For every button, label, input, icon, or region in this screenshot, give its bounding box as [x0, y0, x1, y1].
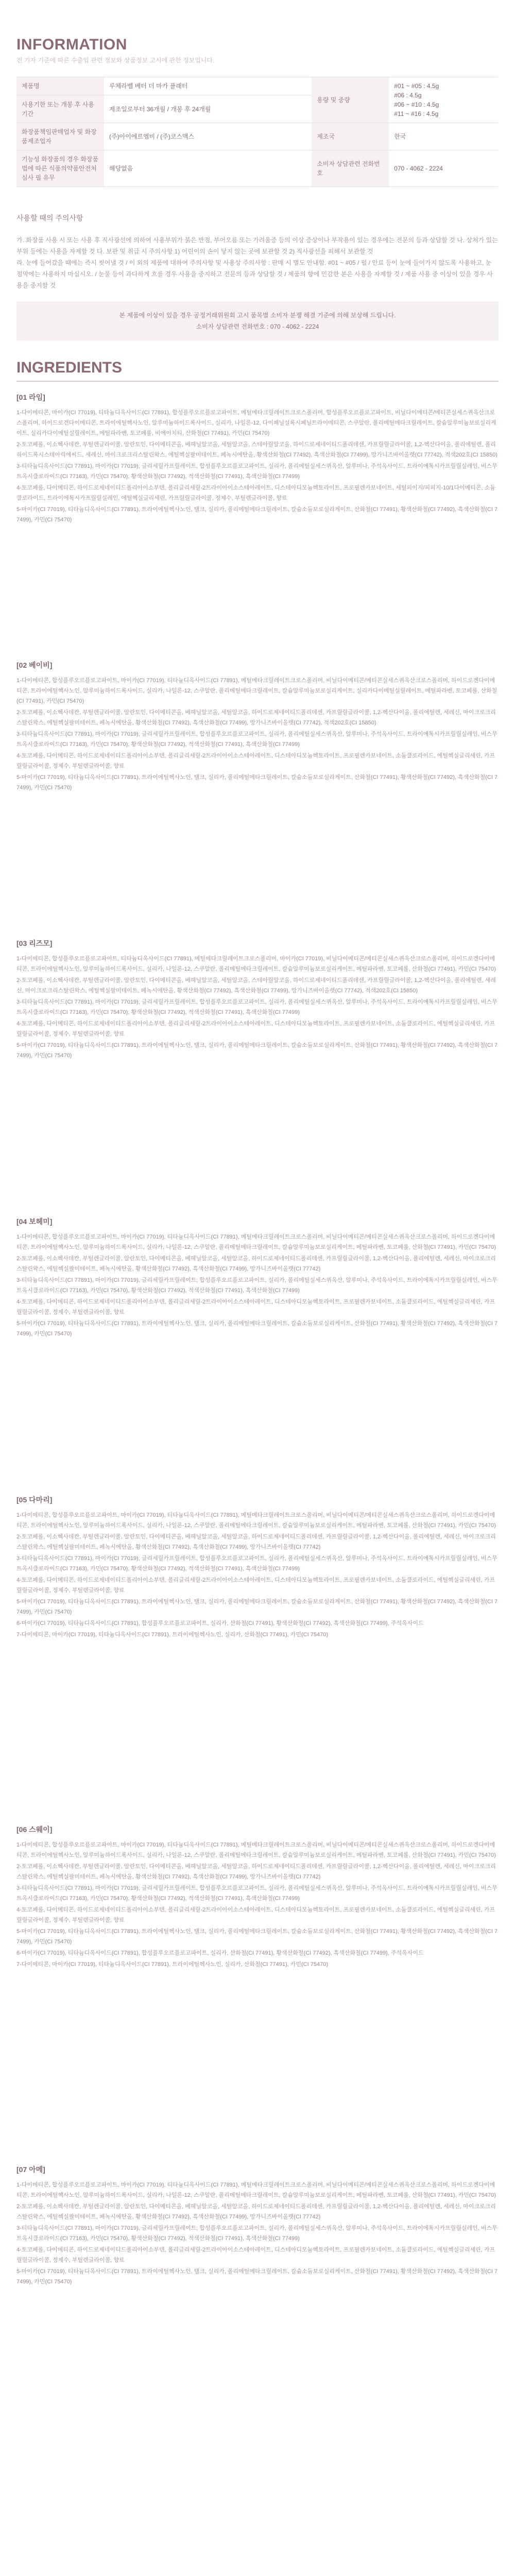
section-items — [16, 2180, 499, 2287]
ingredient-line: 1-다이메티콘, 마이카(CI 77019), 티타늄디옥사이드(CI 77891), 합성플루오르플로고파이트, 메틸메타크릴레이트크로스폴리머, 합성플루오르플로고파이트, 비닐다이메티콘/메티콘실세스퀴옥산크로스폴리머, 하이드로겐다이메티콘, 트라이에틸헥사노인, 알루미늄하이드록사이드, 실리카, 나일론-12, 다이페닐실록시페닐트라이메티콘, 스쿠알란, 폴리메틸메타크릴레이트, 칼슘알루미늄보로실리케이트, 실리카다이메틸실릴레이트, 메틸파라벤, 토코페롤, 비에이치티, 산화철(CI 77491), 카민(CI 75470) — [16, 410, 496, 436]
ingredient-section — [16, 2164, 499, 2288]
ingredient-line: 1-다이메티콘, 합성플루오르플로고파이트, 마이카(CI 77019), 티타늄디옥사이드(CI 77891), 메틸메타크릴레이트크로스폴리머, 비닐다이메티콘/메티콘실세스퀴옥산크로스폴리머, 하이드로겐다이메티콘, 트라이에틸헥사노인, 알루미늄하이드록사이드, 실리카, 나일론-12, 스쿠알란, 폴리메틸메타크릴레이트, 칼슘알루미늄보로실리케이트, 실리카다이메틸실릴레이트, 메틸파라벤, 토코페롤, 산화철(CI 77491), 카민(CI 75470) — [16, 677, 497, 704]
caution-title: 사용할 때의 주의사항 — [16, 214, 83, 222]
ingredient-line: 2-토코페롤, 이소헥사데칸, 부틸렌글라이콜, 알란토인, 다이메티콘올, 베헤닐알코올, 세틸알코올, 하이드로제네이티드폴리데센, 카프릴릴글라이콜, 1,2-헥산다이올, 폴리에틸렌, 세레신, 마이크로크리스탈린왁스, 에틸헥실팔미테이트, 페녹시에탄올, 황색산화철(CI 77492), 흑색산화철(CI 77499), 망가니즈바이올렛(CI 77742) — [16, 1256, 496, 1272]
section-items — [16, 675, 499, 793]
ingredient-line: 3-티타늄디옥사이드(CI 77891), 마이카(CI 77019), 글리세릴카프릴레이트, 합성플루오르플로고파이트, 실리카, 폴리메틸실세스퀴옥산, 알루미나, 주석옥사이드, 트라이에톡시카프릴릴실레인, 비스무트옥시클로라이드(CI 77163), 카민(CI 75470), 황색산화철(CI 77492), 적색산화철(CI 77491), 흑색산화철(CI 77499) — [16, 1885, 497, 1902]
ingredient-line: 3-티타늄디옥사이드(CI 77891), 마이카(CI 77019), 글리세릴카프릴레이트, 합성플루오르플로고파이트, 실리카, 폴리메틸실세스퀴옥산, 알루미나, 주석옥사이드, 트라이에톡시카프릴릴실레인, 비스무트옥시클로라이드(CI 77163), 카민(CI 75470), 황색산화철(CI 77492), 적색산화철(CI 77491), 흑색산화철(CI 77499) — [16, 731, 497, 748]
section-items — [16, 1232, 499, 1339]
functional-label: 기능성 화장품의 경우 화장품법에 따른 식품의약품안전처 심사 필 유무 — [16, 150, 104, 187]
section-items — [16, 1510, 499, 1640]
phone-value: 070 - 4062 - 2224 — [389, 150, 499, 187]
product-name-value: 루체라벨 베터 더 마카 플래터 — [104, 77, 312, 95]
info-row — [16, 123, 499, 150]
ingredient-line: 4-토코페롤, 다이메티콘, 하이드로제네이티드폴리아이소부텐, 폴리글리세릴-2트라이아이소스테아레이트, 디스테아디모늄헥토라이트, 프로필렌카보네이트, 소듐클로라이드, 에틸헥실글리세린, 카프릴릴글라이콜, 정제수, 부틸렌글라이콜, 향료 — [16, 1577, 495, 1594]
ingredient-line: 4-토코페롤, 다이메티콘, 하이드로제네이티드폴리아이소부텐, 폴리글리세릴-2트라이아이소스테아레이트, 디스테아디모늄헥토라이트, 프로필렌카보네이트, 세틸피이지/피피지-10/1다이메티콘, 소듐클로라이드, 트라이에톡시카프릴릴실레인, 에틸헥실글리세린, 카프릴릴글라이콜, 정제수, 부틸렌글라이콜, 향료 — [16, 485, 495, 501]
information-title: INFORMATION — [16, 36, 127, 53]
ingredient-line: 4-토코페롤, 다이메티콘, 하이드로제네이티드폴리아이소부텐, 폴리글리세릴-2트라이아이소스테아레이트, 디스테아디모늄헥토라이트, 프로필렌카보네이트, 소듐클로라이드, 에틸헥실글리세린, 카프릴릴글라이콜, 정제수, 부틸렌글라이콜, 향료 — [16, 2247, 495, 2263]
ingredients-list — [16, 382, 499, 2576]
info-row — [16, 77, 499, 95]
ingredient-section — [16, 1216, 499, 1340]
ingredient-line: 4-토코페롤, 다이메티콘, 하이드로제네이티드폴리아이소부텐, 폴리글리세릴-2트라이아이소스테아레이트, 디스테아디모늄헥토라이트, 프로필렌카보네이트, 소듐클로라이드, 에틸헥실글리세린, 카프릴릴글라이콜, 정제수, 부틸렌글라이콜, 향료 — [16, 1299, 495, 1315]
ingredient-line: 7-다이메티콘, 마이카(CI 77019), 티타늄디옥사이드(CI 77891), 트라이에틸헥사노인, 실리카, 산화철(CI 77491), 카민(CI 75470) — [16, 1632, 328, 1638]
expiry-label: 사용기한 또는 개봉 후 사용기간 — [16, 95, 104, 123]
ingredient-line: 3-티타늄디옥사이드(CI 77891), 마이카(CI 77019), 글리세릴카프릴레이트, 합성플루오르플로고파이트, 실리카, 폴리메틸실세스퀴옥산, 알루미나, 주석옥사이드, 트라이에톡시카프릴릴실레인, 비스무트옥시클로라이드(CI 77163), 카민(CI 75470), 황색산화철(CI 77492), 적색산화철(CI 77491), 흑색산화철(CI 77499) — [16, 999, 497, 1015]
section-name: [01 라임] — [16, 393, 45, 401]
ingredient-line: 5-마이카(CI 77019), 티타늄디옥사이드(CI 77891), 트라이에틸헥사노인, 탤크, 실리카, 폴리메틸메타크릴레이트, 칼슘소듐보로실리케이트, 산화철(CI 77491), 황색산화철(CI 77492), 흑색산화철(CI 77499), 카민(CI 75470) — [16, 1320, 498, 1337]
ingredient-section — [16, 1824, 499, 1971]
ingredient-line: 5-마이카(CI 77019), 티타늄디옥사이드(CI 77891), 트라이에틸헥사노인, 탤크, 실리카, 폴리메틸메타크릴레이트, 칼슘소듐보로실리케이트, 산화철(CI 77491), 황색산화철(CI 77492), 흑색산화철(CI 77499), 카민(CI 75470) — [16, 774, 498, 791]
ingredient-line: 2-토코페롤, 이소헥사데칸, 부틸렌글라이콜, 알란토인, 다이메티콘올, 베헤닐알코올, 세틸알코올, 하이드로제네이티드폴리데센, 카프릴릴글라이콜, 1,2-헥산다이올, 폴리에틸렌, 세레신, 마이크로크리스탈린왁스, 에틸헥실팔미테이트, 페녹시에탄올, 황색산화철(CI 77492), 흑색산화철(CI 77499), 망가니즈바이올렛(CI 77742) — [16, 2204, 496, 2220]
ingredient-line: 1-다이메티콘, 합성플루오르플로고파이트, 마이카(CI 77019), 티타늄디옥사이드(CI 77891), 메틸메타크릴레이트크로스폴리머, 비닐다이메티콘/메티콘실세스퀴옥산크로스폴리머, 하이드로겐다이메티콘, 트라이에틸헥사노인, 알루미늄하이드록사이드, 실리카, 나일론-12, 스쿠알란, 폴리메틸메타크릴레이트, 칼슘알루미늄보로실리케이트, 메틸파라벤, 토코페롤, 산화철(CI 77491), 카민(CI 75470) — [16, 1842, 496, 1858]
ingredient-line: 5-마이카(CI 77019), 티타늄디옥사이드(CI 77891), 트라이에틸헥사노인, 탤크, 실리카, 폴리메틸메타크릴레이트, 칼슘소듐보로실리케이트, 산화철(CI 77491), 황색산화철(CI 77492), 흑색산화철(CI 77499), 카민(CI 75470) — [16, 506, 498, 523]
ingredient-line: 2-토코페롤, 이소헥사데칸, 부틸렌글라이콜, 알란토인, 다이메티콘올, 베헤닐알코올, 세틸알코올, 스테아릴알코올, 하이드로제네이티드폴리데센, 카프릴릴글라이콜, 1,2-헥산다이올, 폴리에틸렌, 세레신, 마이크로크리스탈린왁스, 에틸헥실팔미테이트, 페녹시에탄올, 황색산화철(CI 77492), 흑색산화철(CI 77499), 망가니즈바이올렛(CI 77742), 적색202호(CI 15850) — [16, 977, 496, 994]
ingredient-line: 2-토코페롤, 이소헥사데칸, 부틸렌글라이콜, 알란토인, 다이메티콘올, 베헤닐알코올, 세틸알코올, 하이드로제네이티드폴리데센, 카프릴릴글라이콜, 1,2-헥산다이올, 폴리에틸렌, 세레신, 마이크로크리스탈린왁스, 에틸헥실팔미테이트, 페녹시에탄올, 황색산화철(CI 77492), 흑색산화철(CI 77499), 망가니즈바이올렛(CI 77742) — [16, 1863, 496, 1880]
ingredient-line: 2-토코페롤, 이소헥사데칸, 부틸렌글라이콜, 알란토인, 다이메티콘올, 베헤닐알코올, 세틸알코올, 하이드로제네이티드폴리데센, 카프릴릴글라이콜, 1,2-헥산다이올, 폴리에틸렌, 세레신, 마이크로크리스탈린왁스, 에틸헥실팔미테이트, 페녹시에탄올, 황색산화철(CI 77492), 흑색산화철(CI 77499), 망가니즈바이올렛(CI 77742), 적색202호(CI 15850) — [16, 709, 496, 726]
ingredient-line: 6-마이카(CI 77019), 티타늄디옥사이드(CI 77891), 합성플루오르플로고파이트, 실리카, 산화철(CI 77491), 황색산화철(CI 77492), 흑색산화철(CI 77499), 주석옥사이드 — [16, 1620, 424, 1626]
section-name: [06 스웨이] — [16, 1825, 53, 1834]
product-info-table — [16, 77, 499, 187]
product-name-label: 제품명 — [16, 77, 104, 95]
ingredient-line: 1-다이메티콘, 합성플루오르플로고파이트, 마이카(CI 77019), 티타늄디옥사이드(CI 77891), 메틸메타크릴레이트크로스폴리머, 비닐다이메티콘/메티콘실세스퀴옥산크로스폴리머, 하이드로겐다이메티콘, 트라이에틸헥사노인, 알루미늄하이드록사이드, 실리카, 나일론-12, 스쿠알란, 폴리메틸메타크릴레이트, 칼슘알루미늄보로실리케이트, 메틸파라벤, 토코페롤, 산화철(CI 77491), 카민(CI 75470) — [16, 1234, 496, 1250]
manufacturer-value: (주)아이에르엠비 / (주)코스맥스 — [104, 123, 312, 150]
ingredient-line: 3-티타늄디옥사이드(CI 77891), 마이카(CI 77019), 글리세릴카프릴레이트, 합성플루오르플로고파이트, 실리카, 폴리메틸실세스퀴옥산, 알루미나, 주석옥사이드, 트라이에톡시카프릴릴실레인, 비스무트옥시클로라이드(CI 77163), 카민(CI 75470), 황색산화철(CI 77492), 적색산화철(CI 77491), 흑색산화철(CI 77499) — [16, 1277, 497, 1294]
ingredient-line: 7-다이메티콘, 마이카(CI 77019), 티타늄디옥사이드(CI 77891), 트라이에틸헥사노인, 실리카, 산화철(CI 77491), 카민(CI 75470) — [16, 1961, 328, 1968]
info-row — [16, 150, 499, 187]
section-name: [07 아메] — [16, 2165, 45, 2174]
ingredient-line: 2-토코페롤, 이소헥사데칸, 부틸렌글라이콜, 알란토인, 다이메티콘올, 베헤닐알코올, 세틸알코올, 스테아릴알코올, 하이드로제네이티드폴리데센, 카프릴릴글라이콜, 1,2-헥산다이올, 폴리에틸렌, 폴리하이드록시스테아릭애씨드, 세레신, 마이크로크리스탈린왁스, 에틸헥실팔미테이트, 페녹시에탄올, 황색산화철(CI 77492), 흑색산화철(CI 77499), 망가니즈바이올렛(CI 77742), 적색202호(CI 15850) — [16, 442, 497, 458]
ingredient-line: 5-마이카(CI 77019), 티타늄디옥사이드(CI 77891), 트라이에틸헥사노인, 탤크, 실리카, 폴리메틸메타크릴레이트, 칼슘소듐보로실리케이트, 산화철(CI 77491), 황색산화철(CI 77492), 흑색산화철(CI 77499), 카민(CI 75470) — [16, 1928, 498, 1945]
section-name: [02 베이비] — [16, 661, 53, 669]
ingredients-title: INGREDIENTS — [16, 359, 123, 376]
section-name: [04 보헤미] — [16, 1217, 53, 1226]
notice-line-2: 소비자 상담관련 전화번호 : 070 - 4062 - 2224 — [196, 323, 319, 330]
phone-label: 소비자 상담관련 전화번호 — [312, 150, 389, 187]
ingredient-line: 5-마이카(CI 77019), 티타늄디옥사이드(CI 77891), 트라이에틸헥사노인, 탤크, 실리카, 폴리메틸메타크릴레이트, 칼슘소듐보로실리케이트, 산화철(CI 77491), 황색산화철(CI 77492), 흑색산화철(CI 77499), 카민(CI 75470) — [16, 2268, 498, 2285]
section-name: [05 다마리] — [16, 1496, 53, 1504]
ingredient-section — [16, 938, 499, 1062]
section-items — [16, 1840, 499, 1970]
ingredient-line: 3-티타늄디옥사이드(CI 77891), 마이카(CI 77019), 글리세릴카프릴레이트, 합성플루오르플로고파이트, 실리카, 폴리메틸실세스퀴옥산, 알루미나, 주석옥사이드, 트라이에톡시카프릴릴실레인, 비스무트옥시클로라이드(CI 77163), 카민(CI 75470), 황색산화철(CI 77492), 적색산화철(CI 77491), 흑색산화철(CI 77499) — [16, 2225, 497, 2242]
ingredient-line: 4-토코페롤, 다이메티콘, 하이드로제네이티드폴리아이소부텐, 폴리글리세릴-2트라이아이소스테아레이트, 디스테아디모늄헥토라이트, 프로필렌카보네이트, 소듐클로라이드, 에틸헥실글리세린, 카프릴릴글라이콜, 정제수, 부틸렌글라이콜, 향료 — [16, 753, 495, 769]
ingredient-section — [16, 660, 499, 794]
ingredient-line: 2-토코페롤, 이소헥사데칸, 부틸렌글라이콜, 알란토인, 다이메티콘올, 베헤닐알코올, 세틸알코올, 하이드로제네이티드폴리데센, 카프릴릴글라이콜, 1,2-헥산다이올, 폴리에틸렌, 세레신, 마이크로크리스탈린왁스, 에틸헥실팔미테이트, 페녹시에탄올, 황색산화철(CI 77492), 흑색산화철(CI 77499), 망가니즈바이올렛(CI 77742) — [16, 1534, 496, 1550]
notice-box — [16, 301, 499, 341]
ingredient-line: 4-토코페롤, 다이메티콘, 하이드로제네이티드폴리아이소부텐, 폴리글리세릴-2트라이아이소스테아레이트, 디스테아디모늄헥토라이트, 프로필렌카보네이트, 소듐클로라이드, 에틸헥실글리세린, 카프릴릴글라이콜, 정제수, 부틸렌글라이콜, 향료 — [16, 1907, 495, 1923]
information-subtitle: 전 기자 기준에 따른 수출입 관련 정보와 상품정보 고시에 관한 정보입니다. — [16, 57, 215, 64]
volume-label: 용량 및 중량 — [312, 77, 389, 123]
country-value: 한국 — [389, 123, 499, 150]
section-items — [16, 954, 499, 1061]
volume-value: #01 ~ #05 : 4.5g #06 : 4.5g #06 ~ #10 : 4.5g #11 ~ #16 : 4.5g — [389, 77, 499, 123]
ingredient-line: 5-마이카(CI 77019), 티타늄디옥사이드(CI 77891), 트라이에틸헥사노인, 탤크, 실리카, 폴리메틸메타크릴레이트, 칼슘소듐보로실리케이트, 산화철(CI 77491), 황색산화철(CI 77492), 흑색산화철(CI 77499), 카민(CI 75470) — [16, 1042, 498, 1059]
ingredient-line: 6-마이카(CI 77019), 티타늄디옥사이드(CI 77891), 합성플루오르플로고파이트, 실리카, 산화철(CI 77491), 황색산화철(CI 77492), 흑색산화철(CI 77499), 주석옥사이드 — [16, 1950, 424, 1956]
content-column — [16, 0, 499, 2576]
caution-body: 가. 화장품 사용 시 또는 사용 후 직사광선에 의하여 사용부위가 붉은 반점, 부어오름 또는 가려움증 등의 이상 증상이나 부작용이 있는 경우에는 전문의 등과 상담할 것 나. 상처가 있는 부위 등에는 사용을 자제할 것 다. 보관 및 취급 시 주의사항 1) 어린이의 손이 닿지 않는 곳에 보관할 것 2) 직사광선을 피해서 보관할 것 라. 눈에 들어갔을 때에는 즉시 씻어낼 것 / 이 외의 제품에 대하여 주의사항 및 사용상 주의사항 : 판매 시 별도 안내함. #01 ~ #05 / 펄 / 안료 등이 눈에 들어가지 않도록 사용하고, 눈 점막에는 사용하지 마십시오. / 눈물 등이 과다하게 흐를 경우 사용을 중지하고 전문의 등과 상담할 것 / 제품의 향에 민감한 분은 사용을 자제할 것 / 제품 사용 중 이상이 있을 경우 사용을 중지할 것 — [16, 236, 498, 289]
ingredient-line: 4-토코페롤, 다이메티콘, 하이드로제네이티드폴리아이소부텐, 폴리글리세릴-2트라이아이소스테아레이트, 디스테아디모늄헥토라이트, 프로필렌카보네이트, 소듐클로라이드, 에틸헥실글리세린, 카프릴릴글라이콜, 정제수, 부틸렌글라이콜, 향료 — [16, 1021, 495, 1037]
ingredient-line: 1-다이메티콘, 합성플루오르플로고파이트, 티타늄디옥사이드(CI 77891), 메틸메타크릴레이트크로스폴리머, 마이카(CI 77019), 비닐다이메티콘/메티콘실세스퀴옥산크로스폴리머, 하이드로겐다이메티콘, 트라이에틸헥사노인, 알루미늄하이드록사이드, 실리카, 나일론-12, 스쿠알란, 폴리메틸메타크릴레이트, 칼슘알루미늄보로실리케이트, 메틸파라벤, 토코페롤, 산화철(CI 77491), 카민(CI 75470) — [16, 956, 496, 972]
notice-line-1: 본 제품에 이상이 있을 경우 공정거래위원회 고시 품목별 소비자 분쟁 해결 기준에 의해 보상해 드립니다. — [119, 312, 396, 319]
ingredient-line: 3-티타늄디옥사이드(CI 77891), 마이카(CI 77019), 글리세릴카프릴레이트, 합성플루오르플로고파이트, 실리카, 폴리메틸실세스퀴옥산, 알루미나, 주석옥사이드, 트라이에톡시카프릴릴실레인, 비스무트옥시클로라이드(CI 77163), 카민(CI 75470), 황색산화철(CI 77492), 적색산화철(CI 77491), 흑색산화철(CI 77499) — [16, 463, 497, 480]
country-label: 제조국 — [312, 123, 389, 150]
ingredient-line: 3-티타늄디옥사이드(CI 77891), 마이카(CI 77019), 글리세릴카프릴레이트, 합성플루오르플로고파이트, 실리카, 폴리메틸실세스퀴옥산, 알루미나, 주석옥사이드, 트라이에톡시카프릴릴실레인, 비스무트옥시클로라이드(CI 77163), 카민(CI 75470), 황색산화철(CI 77492), 적색산화철(CI 77491), 흑색산화철(CI 77499) — [16, 1555, 497, 1572]
ingredient-line: 1-다이메티콘, 합성플루오르플로고파이트, 마이카(CI 77019), 티타늄디옥사이드(CI 77891), 메틸메타크릴레이트크로스폴리머, 비닐다이메티콘/메티콘실세스퀴옥산크로스폴리머, 하이드로겐다이메티콘, 트라이에틸헥사노인, 알루미늄하이드록사이드, 실리카, 나일론-12, 스쿠알란, 폴리메틸메타크릴레이트, 칼슘알루미늄보로실리케이트, 메틸파라벤, 토코페롤, 산화철(CI 77491), 카민(CI 75470) — [16, 1512, 496, 1529]
ingredient-section — [16, 1495, 499, 1641]
section-items — [16, 408, 499, 525]
ingredient-section — [16, 392, 499, 526]
manufacturer-label: 화장품책임판매업자 및 화장품제조업자 — [16, 123, 104, 150]
section-name: [03 리즈모] — [16, 939, 53, 947]
expiry-value: 제조일로부터 36개월 / 개봉 후 24개월 — [104, 95, 312, 123]
functional-value: 해당없음 — [104, 150, 312, 187]
ingredient-line: 5-마이카(CI 77019), 티타늄디옥사이드(CI 77891), 트라이에틸헥사노인, 탤크, 실리카, 폴리메틸메타크릴레이트, 칼슘소듐보로실리케이트, 산화철(CI 77491), 황색산화철(CI 77492), 흑색산화철(CI 77499), 카민(CI 75470) — [16, 1599, 498, 1615]
ingredient-line: 1-다이메티콘, 합성플루오르플로고파이트, 마이카(CI 77019), 티타늄디옥사이드(CI 77891), 메틸메타크릴레이트크로스폴리머, 비닐다이메티콘/메티콘실세스퀴옥산크로스폴리머, 하이드로겐다이메티콘, 트라이에틸헥사노인, 알루미늄하이드록사이드, 실리카, 나일론-12, 스쿠알란, 폴리메틸메타크릴레이트, 칼슘알루미늄보로실리케이트, 메틸파라벤, 토코페롤, 산화철(CI 77491), 카민(CI 75470) — [16, 2182, 496, 2198]
